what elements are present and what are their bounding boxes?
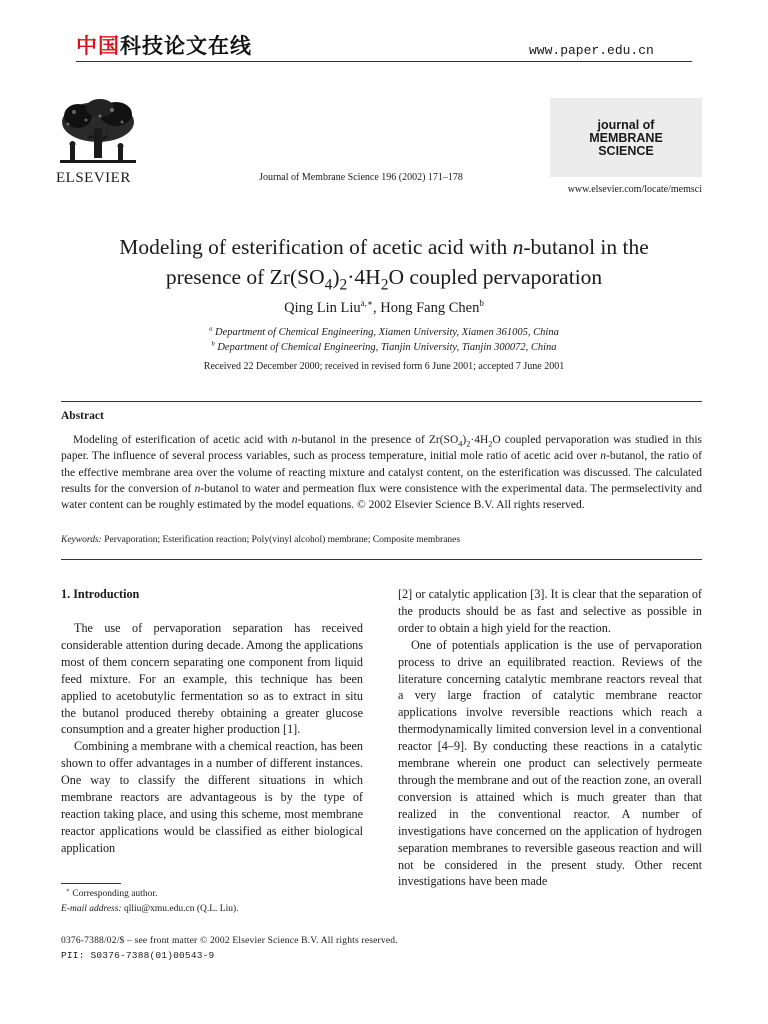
abstract-body (61, 432, 702, 513)
site-url[interactable]: www.paper.edu.cn (529, 43, 654, 58)
elsevier-tree-logo (56, 98, 140, 170)
title-text: O coupled pervaporation (388, 265, 603, 289)
paragraph: Combining a membrane with a chemical reaction, has been shown to offer advantages in a number of different instances. One way to classify the different situations in which membrane reactors are advantageous is by the type of reaction taking place, and using this scheme, most membrane reactor applications would be classified as either biological application (61, 739, 363, 855)
author-list (0, 300, 768, 317)
abstract-bottom-rule (61, 559, 702, 560)
abstract-text: Modeling of esterification of acetic acid with (73, 434, 292, 446)
title-subscript: 2 (380, 276, 389, 294)
issn-line: 0376-7388/02/$ – see front matter © 2002 Elsevier Science B.V. All rights reserved. (61, 936, 398, 946)
paragraph: [2] or catalytic application [3]. It is clear that the separation of the products should be as fast and selective as possible in order to obtain a high yield for the reaction. (398, 587, 702, 635)
abstract-text: ·4H (470, 434, 489, 446)
abstract-text: O coupled pervaporation was studied in this paper. The influence of several process variables, such as process temperature, initial mole ratio of acetic acid over (61, 434, 702, 463)
footnote-email (61, 904, 239, 914)
section-heading: 1. Introduction (61, 587, 140, 601)
site-logo-red-text: 中国 (76, 34, 120, 58)
author-affiliation-marker: b (479, 298, 484, 309)
keywords-list: Pervaporation; Esterification reaction; Poly(vinyl alcohol) membrane; Composite membranes (101, 535, 461, 545)
abstract-heading: Abstract (61, 410, 104, 422)
affiliation-b (0, 342, 768, 353)
title-line-2 (40, 262, 728, 292)
abstract-italic: n (600, 450, 607, 463)
footnote-marker: ∗ (66, 887, 70, 894)
affiliation-text: Department of Chemical Engineering, Xiamen University, Xiamen 361005, China (215, 327, 559, 338)
article-title (40, 232, 728, 292)
abstract-text: -butanol, the ratio of the effective membrane area over the volume of reacting mixture and catalyst content, on the esterification was discussed. The calculated results for the conversion of (61, 450, 702, 495)
affiliation-marker: b (211, 340, 215, 348)
keywords-label: Keywords: (61, 535, 102, 545)
author-affiliation-marker: a,∗ (360, 298, 374, 309)
publisher-name: ELSEVIER (56, 170, 131, 186)
email-address[interactable]: qlliu@xmu.edu.cn (Q.L. Liu). (121, 904, 239, 914)
title-text: ) (332, 265, 340, 289)
abstract-text: ) (462, 434, 467, 446)
footnote-corresponding (66, 889, 157, 899)
journal-url[interactable]: www.elsevier.com/locate/memsci (567, 184, 702, 195)
title-text: ·4H (347, 265, 381, 289)
paragraph: One of potentials application is the use of pervaporation process to drive an equilibrated reaction. Reviews of the literature concerning catalytic membrane reactors reveal that a very large fraction of catalytic membrane reactor applications involve reversible reactions which reach a thermodynamically limited conversion level in a conventional reactor [4–9]. By conducting these reactions in a catalytic membrane wherein one product can selectively permeate through the membrane and out of the reaction zone, an overall conversion is attained which is much greater than that realized in the conventional reactor. A number of investigations have concerned on the application of hydrogen separation membranes to reversible gaseous reaction and will not be considered in the present study. Other recent investigations have been made (398, 637, 702, 889)
affiliation-marker: a (209, 325, 213, 333)
abstract-text: -butanol to water and permeation flux were consistence with the experimental data. The permselectivity and water content can be roughly estimated by the model equations. © 2002 Elsevier Science B.V. All rights reserved. (61, 482, 702, 512)
abstract-text: -butanol in the presence of Zr(SO (297, 434, 459, 446)
left-column (61, 620, 363, 857)
author-name: Qing Lin Liu (284, 300, 361, 316)
site-logo-black-text: 科技论文在线 (120, 34, 252, 58)
abstract-subscript: 4 (458, 439, 463, 449)
pii-line: PII: S0376-7388(01)00543-9 (61, 950, 215, 961)
abstract-italic: n (291, 434, 298, 446)
footnote-text: Corresponding author. (70, 889, 158, 899)
affiliation-a (0, 327, 768, 338)
title-text: Modeling of esterification of acetic acid with (119, 235, 513, 259)
title-text: -butanol in the (523, 235, 649, 259)
journal-citation: Journal of Membrane Science 196 (2002) 171–178 (259, 172, 463, 183)
journal-logo (550, 119, 702, 158)
site-logo (76, 30, 252, 60)
received-dates: Received 22 December 2000; received in revised form 6 June 2001; accepted 7 June 2001 (203, 361, 565, 372)
abstract-top-rule (61, 401, 702, 402)
banner-divider (76, 61, 692, 62)
title-italic: n (512, 235, 524, 259)
abstract-subscript: 2 (488, 439, 493, 449)
title-subscript: 2 (339, 276, 348, 294)
keywords (61, 535, 702, 545)
title-subscript: 4 (324, 276, 333, 294)
author-name: Hong Fang Chen (380, 300, 480, 316)
author-separator: , (373, 300, 381, 316)
journal-logo-line: MEMBRANE (589, 131, 663, 145)
abstract-italic: n (194, 482, 201, 495)
right-column (398, 586, 702, 890)
title-text: presence of Zr(SO (165, 265, 325, 289)
abstract-subscript: 2 (466, 439, 471, 449)
title-line-1 (40, 232, 728, 262)
paragraph: The use of pervaporation separation has received considerable attention during decade. Among the applications most of them concern separating one component from liquid feed mixture. For an example, this technique has been applied to acetobutylic fermentation so as to extract in situ the butanol produced thereby obtaining a greater glucose consumption and a greater higher production [1]. (61, 621, 363, 737)
footnote-rule (61, 883, 121, 884)
affiliation-text: Department of Chemical Engineering, Tianjin University, Tianjin 300072, China (217, 342, 557, 353)
journal-logo-line: SCIENCE (598, 144, 654, 158)
journal-logo-line: journal of (597, 118, 655, 132)
email-label: E-mail address: (61, 904, 122, 914)
